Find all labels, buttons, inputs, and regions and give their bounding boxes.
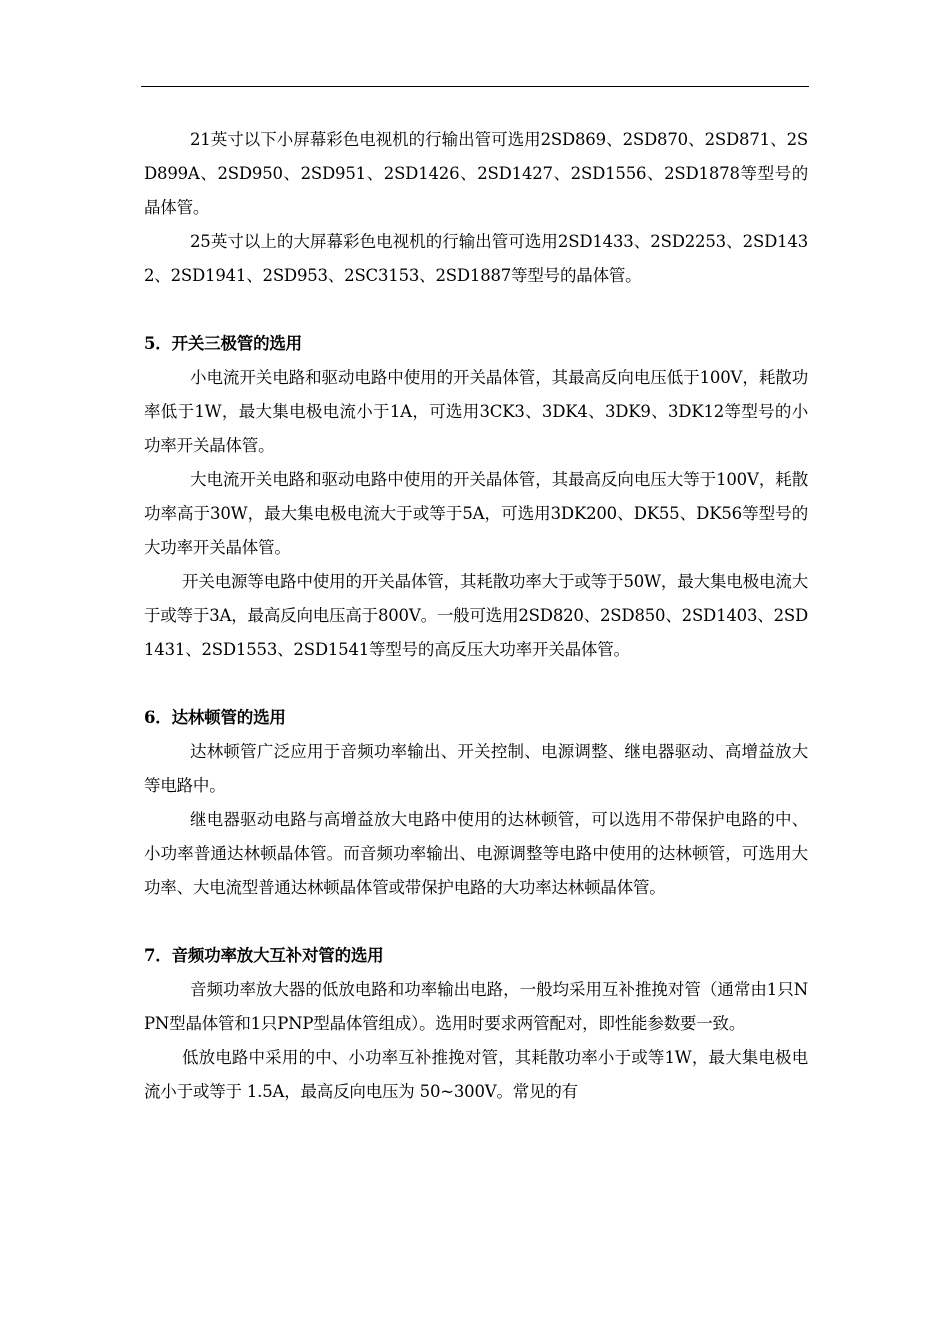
paragraph-small-current-switch: 小电流开关电路和驱动电路中使用的开关晶体管，其最高反向电压低于100V，耗散功率低于1W，最大集电极电流小于1A，可选用3CK3、3DK4、3DK9、3DK12等型号的小功率开关晶体管。 bbox=[144, 368, 808, 455]
paragraph-small-tv-output: 21英寸以下小屏幕彩色电视机的行输出管可选用2SD869、2SD870、2SD871、2SD899A、2SD950、2SD951、2SD1426、2SD1427、2SD1556、2SD1878等型号的晶体管。 bbox=[144, 130, 808, 217]
section-gap bbox=[144, 667, 808, 701]
header-rule bbox=[141, 86, 809, 87]
section-heading-darlington: 6．达林顿管的选用 bbox=[144, 708, 286, 727]
paragraph-large-tv-output: 25英寸以上的大屏幕彩色电视机的行输出管可选用2SD1433、2SD2253、2SD1432、2SD1941、2SD953、2SC3153、2SD1887等型号的晶体管。 bbox=[144, 232, 808, 285]
section-gap bbox=[144, 293, 808, 327]
paragraph-large-current-switch: 大电流开关电路和驱动电路中使用的开关晶体管，其最高反向电压大等于100V，耗散功率高于30W，最大集电极电流大于或等于5A，可选用3DK200、DK55、DK56等型号的大功率开关晶体管。 bbox=[144, 470, 808, 557]
paragraph-low-power-pair: 低放电路中采用的中、小功率互补推挽对管，其耗散功率小于或等1W，最大集电极电流小于或等于 1.5A，最高反向电压为 50~300V。常见的有 bbox=[144, 1048, 808, 1101]
paragraph-darlington-selection: 继电器驱动电路与高增益放大电路中使用的达林顿管，可以选用不带保护电路的中、小功率普通达林顿晶体管。而音频功率输出、电源调整等电路中使用的达林顿管，可选用大功率、大电流型普通达林顿晶体管或带保护电路的大功率达林顿晶体管。 bbox=[144, 810, 808, 897]
document-body bbox=[144, 123, 808, 1109]
section-heading-complementary-pair: 7．音频功率放大互补对管的选用 bbox=[144, 946, 384, 965]
section-gap bbox=[144, 905, 808, 939]
paragraph-complementary-pair-intro: 音频功率放大器的低放电路和功率输出电路，一般均采用互补推挽对管（通常由1只NPN型晶体管和1只PNP型晶体管组成）。选用时要求两管配对，即性能参数要一致。 bbox=[144, 980, 808, 1033]
paragraph-darlington-applications: 达林顿管广泛应用于音频功率输出、开关控制、电源调整、继电器驱动、高增益放大等电路中。 bbox=[144, 742, 808, 795]
section-heading-switch-transistor: 5．开关三极管的选用 bbox=[144, 334, 302, 353]
paragraph-switch-power-supply: 开关电源等电路中使用的开关晶体管，其耗散功率大于或等于50W，最大集电极电流大于或等于3A，最高反向电压高于800V。一般可选用2SD820、2SD850、2SD1403、2SD1431、2SD1553、2SD1541等型号的高反压大功率开关晶体管。 bbox=[144, 572, 809, 659]
